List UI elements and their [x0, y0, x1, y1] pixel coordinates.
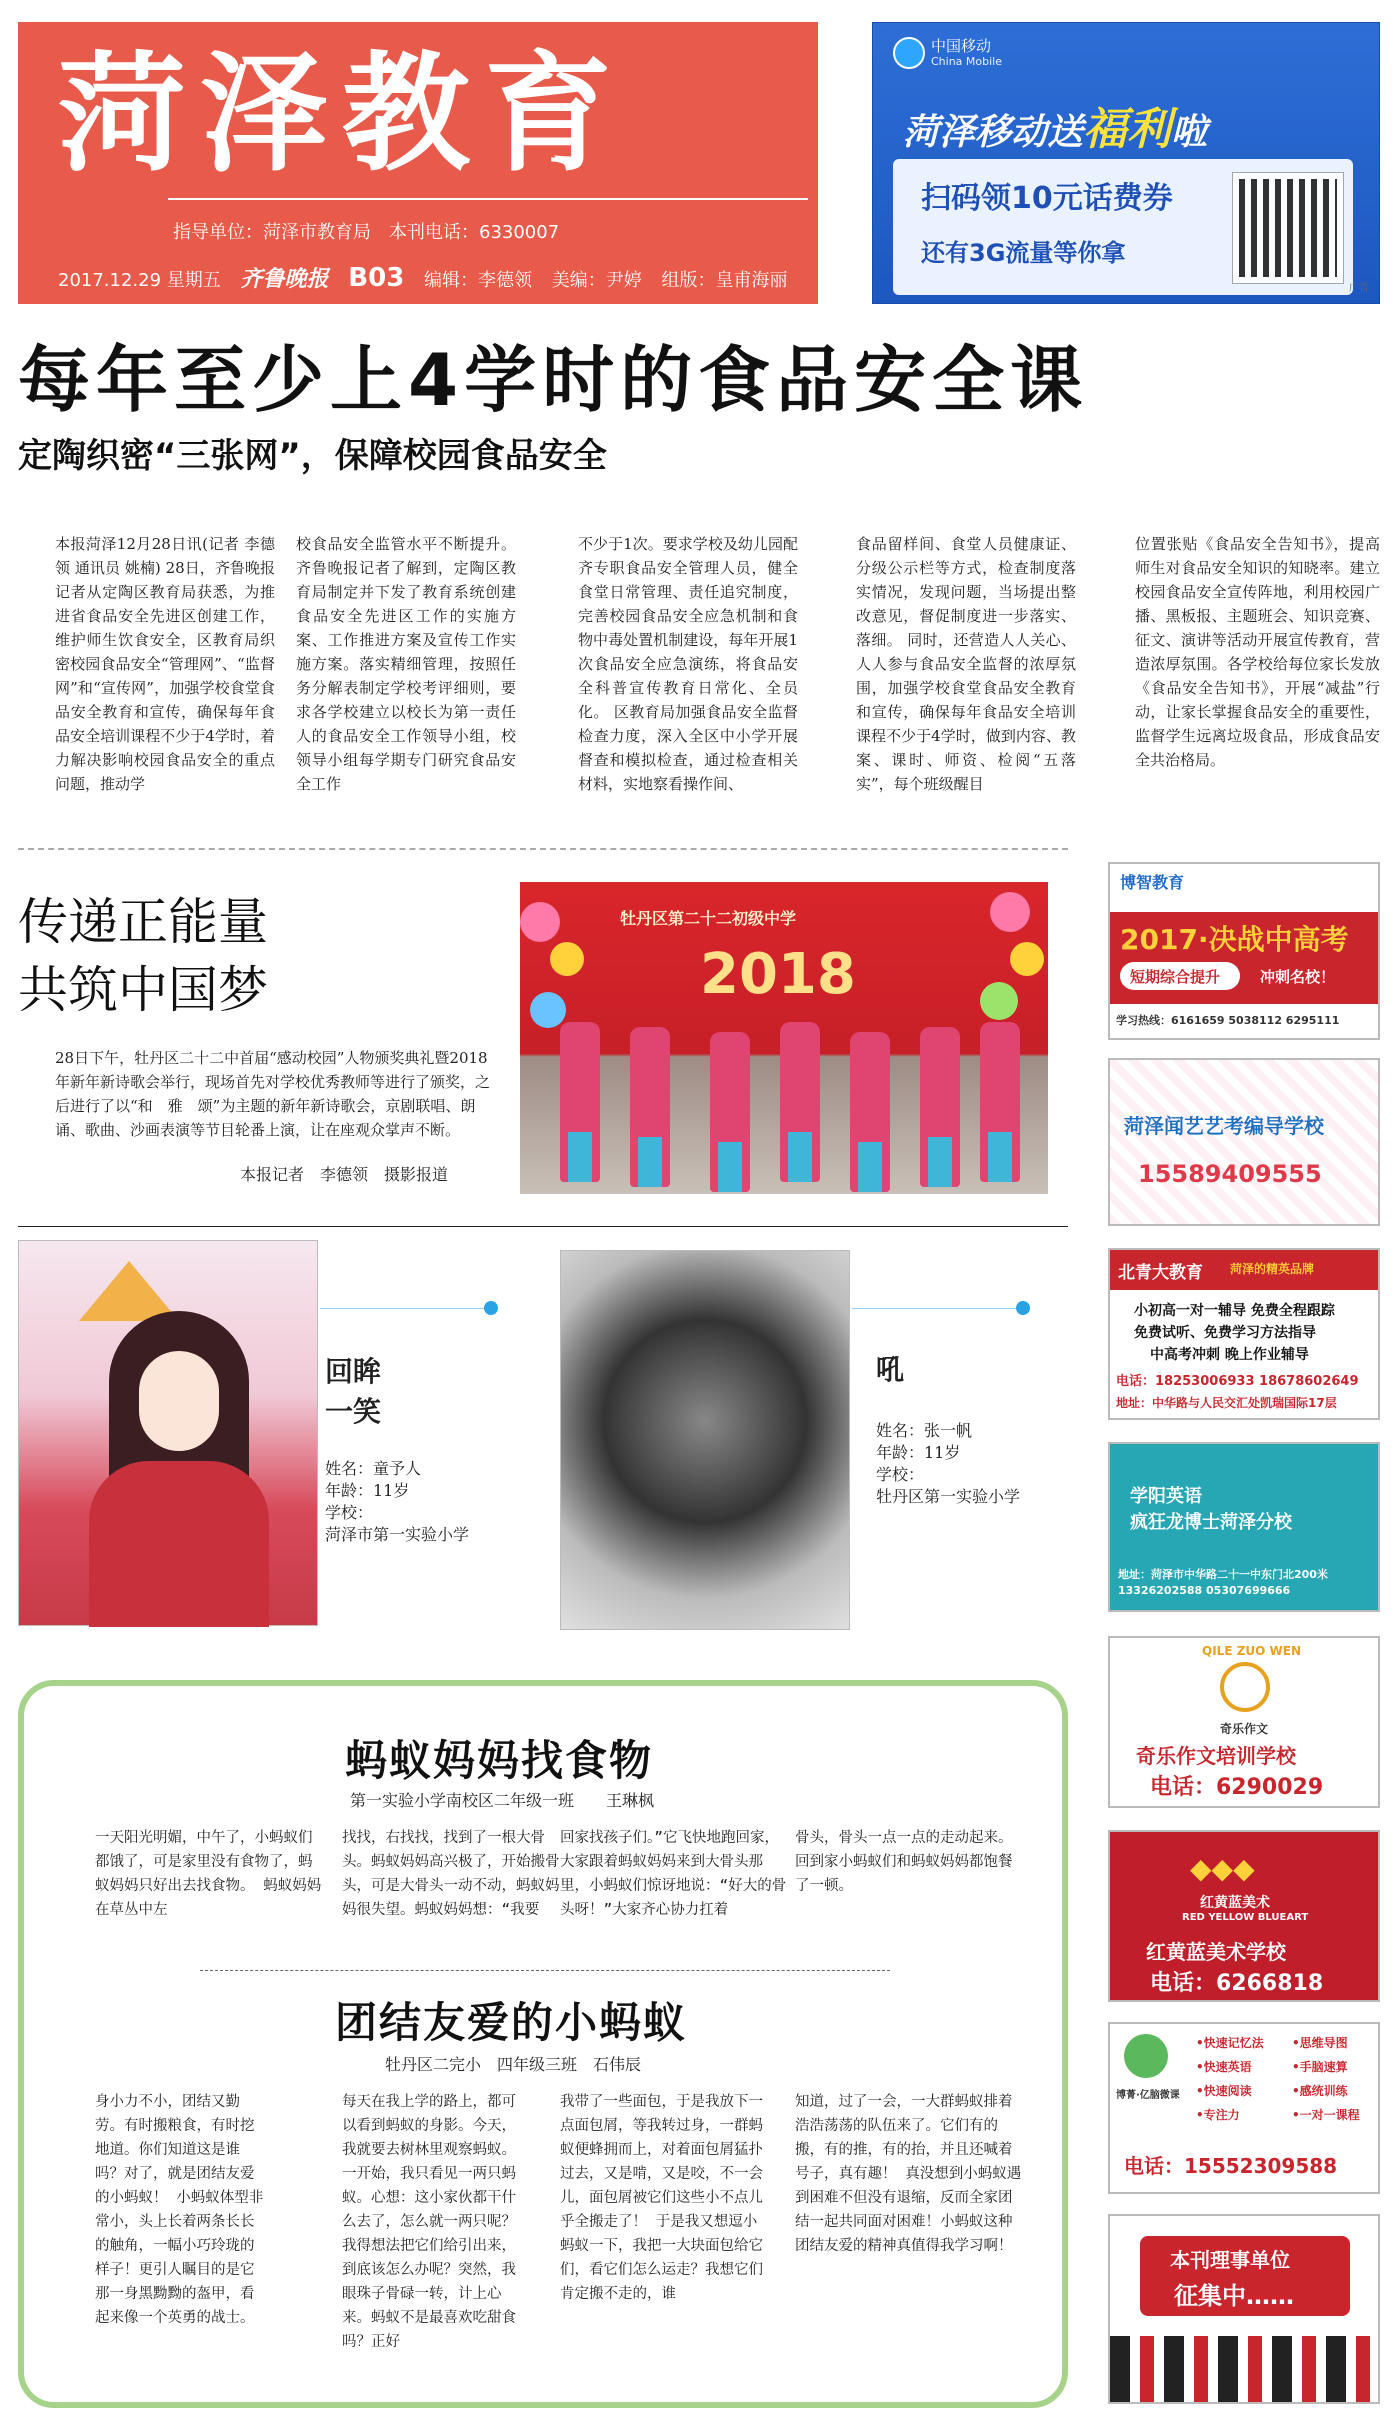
essay-1-col-2: 找找，右找找，找到了一根大骨头。蚂蚁妈妈高兴极了，开始搬骨头，可是大骨头一动不动，蚂蚁妈妈很失望。蚂蚁妈妈想：“我要 [342, 1830, 560, 1918]
essay-divider [200, 1970, 890, 1971]
feature-text: 28日下午，牡丹区二十二中首届“感动校园”人物颁奖典礼暨2018年新年新诗歌会举行，现场首先对学校优秀教师等进行了颁奖，之后进行了以“和 雅 颂”为主题的新年新诗歌会，京剧联唱、朗诵、歌曲、沙画表演等节目轮番上演，让在座观众掌声不断。 [55, 1049, 491, 1139]
drawing-image [560, 1250, 850, 1630]
ad-tag: 广告 [1349, 283, 1369, 294]
article-column-5: 位置张贴《食品安全告知书》，提高师生对食品安全知识的知晓率。建立校园食品安全宣传阵地，利用校园广播、黑板报、主题班会、知识竞赛、征文、演讲等活动开展宣传教育，营造浓厚氛围。各学校给每位家长发放《食品安全告知书》，开展“减盐”行动，让家长掌握食品安全的重要性，监督学生远离垃圾食品，形成食品安全共治格局。 [1135, 535, 1380, 769]
feature-title: 传递正能量 共筑中国梦 [18, 893, 268, 1019]
masthead [18, 22, 818, 304]
ad-brand: 中国移动 [931, 37, 992, 55]
essay-1-byline: 第一实验小学南校区二年级一班 王琳枫 [350, 1791, 655, 1810]
article-column-1: 本报菏泽12月28日讯(记者 李德领 通讯员 姚楠) 28日，齐鲁晚报记者从定陶区教育局获悉，为推进省食品安全先进区创建工作，维护师生饮食安全，区教育局织密校园食品安全“管理网”、“监督网”和“宣传网”，加强学校食堂食品安全教育和宣传，确保每年食品安全培训课程不少于4学时，着力解决影响校园食品安全的重点问题，推动学 [55, 535, 275, 793]
hhl-logo-icon: ◆◆◆ [1190, 1852, 1255, 1885]
page-number: B03 [348, 263, 405, 293]
essay-2-title: 团结友爱的小蚂蚁 [335, 1998, 688, 2047]
essay-2-col-3: 我带了一些面包，于是我放下一点面包屑，等我转过身，一群蚂蚁便蜂拥而上，对着面包屑猛扑过去，又是啃，又是咬，不一会儿，面包屑被它们这些小不点儿乎全搬走了！ 于是我又想逗小蚂蚁一下，我把一大块面包给它们，看它们怎么运走？我想它们肯定搬不走的，谁 [560, 2094, 763, 2302]
bullet-dot-icon [484, 1301, 498, 1315]
people-illustration [1110, 2336, 1380, 2404]
essay-1-col-4: 骨头，骨头一点一点的走动起来。回到家小蚂蚁们和蚂蚁妈妈都饱餐了一顿。 [795, 1830, 1013, 1894]
sidebar-ad-qile[interactable]: QILE ZUO WEN 奇乐作文 奇乐作文培训学校 电话：6290029 [1108, 1636, 1380, 1808]
sidebar-ad-bojing[interactable]: 博菁·亿脑微课 •快速记忆法 •思维导图 •快速英语 •手脑速算 •快速阅读 •感统训练 •专注力 •一对一课程 电话：15552309588 [1108, 2022, 1380, 2194]
ad-brand-en: China Mobile [931, 55, 1003, 68]
essay-2-col-4: 知道，过了一会，一大群蚂蚁排着浩浩荡荡的队伍来了。它们有的搬，有的推，有的抬，并且还喊着号子，真有趣！ 真没想到小蚂蚁遇到困难不但没有退缩，反而全家团结一起共同面对困难！小蚂蚁这种团结友爱的精神真值得我学习啊！ [795, 2094, 1022, 2254]
essay-1-col-3: 回家找孩子们。”它飞快地跑回家，大家跟着蚂蚁妈妈来到大骨头那里，小蚂蚁们惊讶地说：“好大的骨头呀！”大家齐心协力扛着 [560, 1830, 787, 1918]
masthead-divider [168, 198, 808, 200]
main-headline: 每年至少上4学时的食品安全课 [18, 338, 1089, 422]
china-mobile-logo-icon [893, 37, 925, 69]
paper-logo: 齐鲁晚报 [240, 266, 329, 292]
essay-2-col-1: 身小力不小，团结又勤劳。有时搬粮食，有时挖地道。你们知道这是谁吗？对了，就是团结友爱的小蚂蚁！ 小蚂蚁体型非常小，头上长着两条长长的触角，一幅小巧玲珑的样子！更引人瞩目的是它那一身黑黝黝的盔甲，看起来像一个英勇的战士。 [95, 2094, 264, 2326]
stage-year-text: 2018 [700, 942, 856, 1007]
section-divider [18, 848, 1068, 850]
qr-code-icon[interactable] [1233, 173, 1343, 283]
article-column-2: 校食品安全监管水平不断提升。 齐鲁晚报记者了解到，定陶区教育局制定并下发了教育系统创建食品安全先进区工作的实施方案、工作推进方案及宣传工作实施方案。落实精细管理，按照任务分解表制定学校考评细则，要求各学校建立以校长为第一责任人的食品安全工作领导小组，校领导小组每学期专门研究食品安全工作 [296, 535, 516, 793]
main-subheadline: 定陶织密“三张网”，保障校园食品安全 [18, 436, 607, 476]
ad-headline: 菏泽移动送福利啦 [903, 104, 1208, 155]
stage-photo [520, 882, 1048, 1194]
editor: 编辑：李德领 [424, 270, 533, 291]
essay-2-col-2: 每天在我上学的路上，都可以看到蚂蚁的身影。今天，我就要去树林里观察蚂蚁。一开始，我只看见一两只蚂蚁。心想：这小家伙都干什么去了，怎么就一两只呢？我得想法把它们给引出来，到底该怎么办呢？突然，我眼珠子骨碌一转，计上心来。蚂蚁不是最喜欢吃甜食吗？正好 [342, 2094, 516, 2350]
sidebar-ad-bozhi[interactable]: 博智教育 2017·决战中高考 短期综合提升 冲刺名校！ 学习热线：6161659 5038112 6295111 [1108, 862, 1380, 1040]
art-info-1: 姓名：童予人 年龄：11岁 学校： 菏泽市第一实验小学 [325, 1459, 470, 1544]
masthead-meta [58, 262, 801, 293]
essay-1-col-1: 一天阳光明媚，中午了，小蚂蚁们都饿了，可是家里没有食物了，蚂蚁妈妈只好出去找食物。 蚂蚁妈妈在草丛中左 [95, 1830, 322, 1918]
feature-credit: 本报记者 李德领 摄影报道 [240, 1165, 449, 1184]
painting-image [18, 1240, 318, 1626]
sidebar-ad-wenyi[interactable]: 菏泽闻艺艺考编导学校 15589409555 [1108, 1058, 1380, 1226]
masthead-title: 菏泽教育 [58, 40, 627, 189]
sidebar-ad-hhl[interactable]: ◆◆◆ 红黄蓝美术 RED YELLOW BLUEART 红黄蓝美术学校 电话：6266818 [1108, 1830, 1380, 2002]
stage-banner-text: 牡丹区第二十二初级中学 [620, 909, 797, 928]
article-column-3: 不少于1次。要求学校及幼儿园配齐专职食品安全管理人员，健全食堂日常管理、责任追究制度，完善校园食品安全应急机制和食物中毒处置机制建设，每年开展1次食品安全应急演练，将食品安全科普宣传教育日常化、全员化。 区教育局加强食品安全监督检查力度，深入全区中小学开展督查和模拟检查，通过检查相关材料，实地察看操作间、 [578, 535, 798, 793]
art-title-2: 吼 [876, 1353, 905, 1386]
layout-editor: 组版：皇甫海丽 [661, 270, 788, 291]
ad-line-1: 扫码领10元话费券 [921, 181, 1173, 216]
sidebar-ad-recruit[interactable]: 本刊理事单位 征集中…… [1108, 2214, 1380, 2404]
art-info-2: 姓名：张一帆 年龄：11岁 学校： 牡丹区第一实验小学 [876, 1421, 1021, 1506]
brain-icon [1124, 2034, 1168, 2078]
qile-logo-icon [1220, 1662, 1270, 1712]
essay-2-byline: 牡丹区二完小 四年级三班 石伟辰 [385, 2055, 642, 2074]
china-mobile-ad[interactable] [872, 22, 1380, 304]
ad-line-2: 还有3G流量等你拿 [921, 239, 1126, 267]
sidebar-ad-beiqingda[interactable]: 北青大教育 菏泽的精英品牌 小初高一对一辅导 免费全程跟踪 免费试听、免费学习方法指导 中高考冲刺 晚上作业辅导 电话：18253006933 18678602649 地址：中华路与人民交汇处凯瑞国际17层 [1108, 1248, 1380, 1420]
bullet-dot-icon [1016, 1301, 1030, 1315]
sidebar-ad-xueyang[interactable]: 学阳英语 疯狂龙博士菏泽分校 地址：菏泽市中华路二十一中东门北200米 13326202588 05307699666 [1108, 1442, 1380, 1612]
essay-1-title: 蚂蚁妈妈找食物 [345, 1736, 654, 1785]
issue-date: 2017.12.29 星期五 [58, 270, 221, 291]
art-editor: 美编：尹婷 [551, 270, 642, 291]
section-divider-thin [18, 1226, 1068, 1227]
art-title-1: 回眸 一笑 [325, 1355, 382, 1428]
masthead-supervisor: 指导单位：菏泽市教育局 本刊电话：6330007 [173, 222, 560, 243]
article-column-4: 食品留样间、食堂人员健康证、分级公示栏等方式，检查制度落实情况，发现问题，当场提出整改意见，督促制度进一步落实、落细。 同时，还营造人人关心、人人参与食品安全监督的浓厚氛围，加强学校食堂食品安全教育和宣传，确保每年食品安全培训课程不少于4学时，做到内容、教案、课时、师资、检阅“五落实”，每个班级醒目 [856, 535, 1076, 793]
